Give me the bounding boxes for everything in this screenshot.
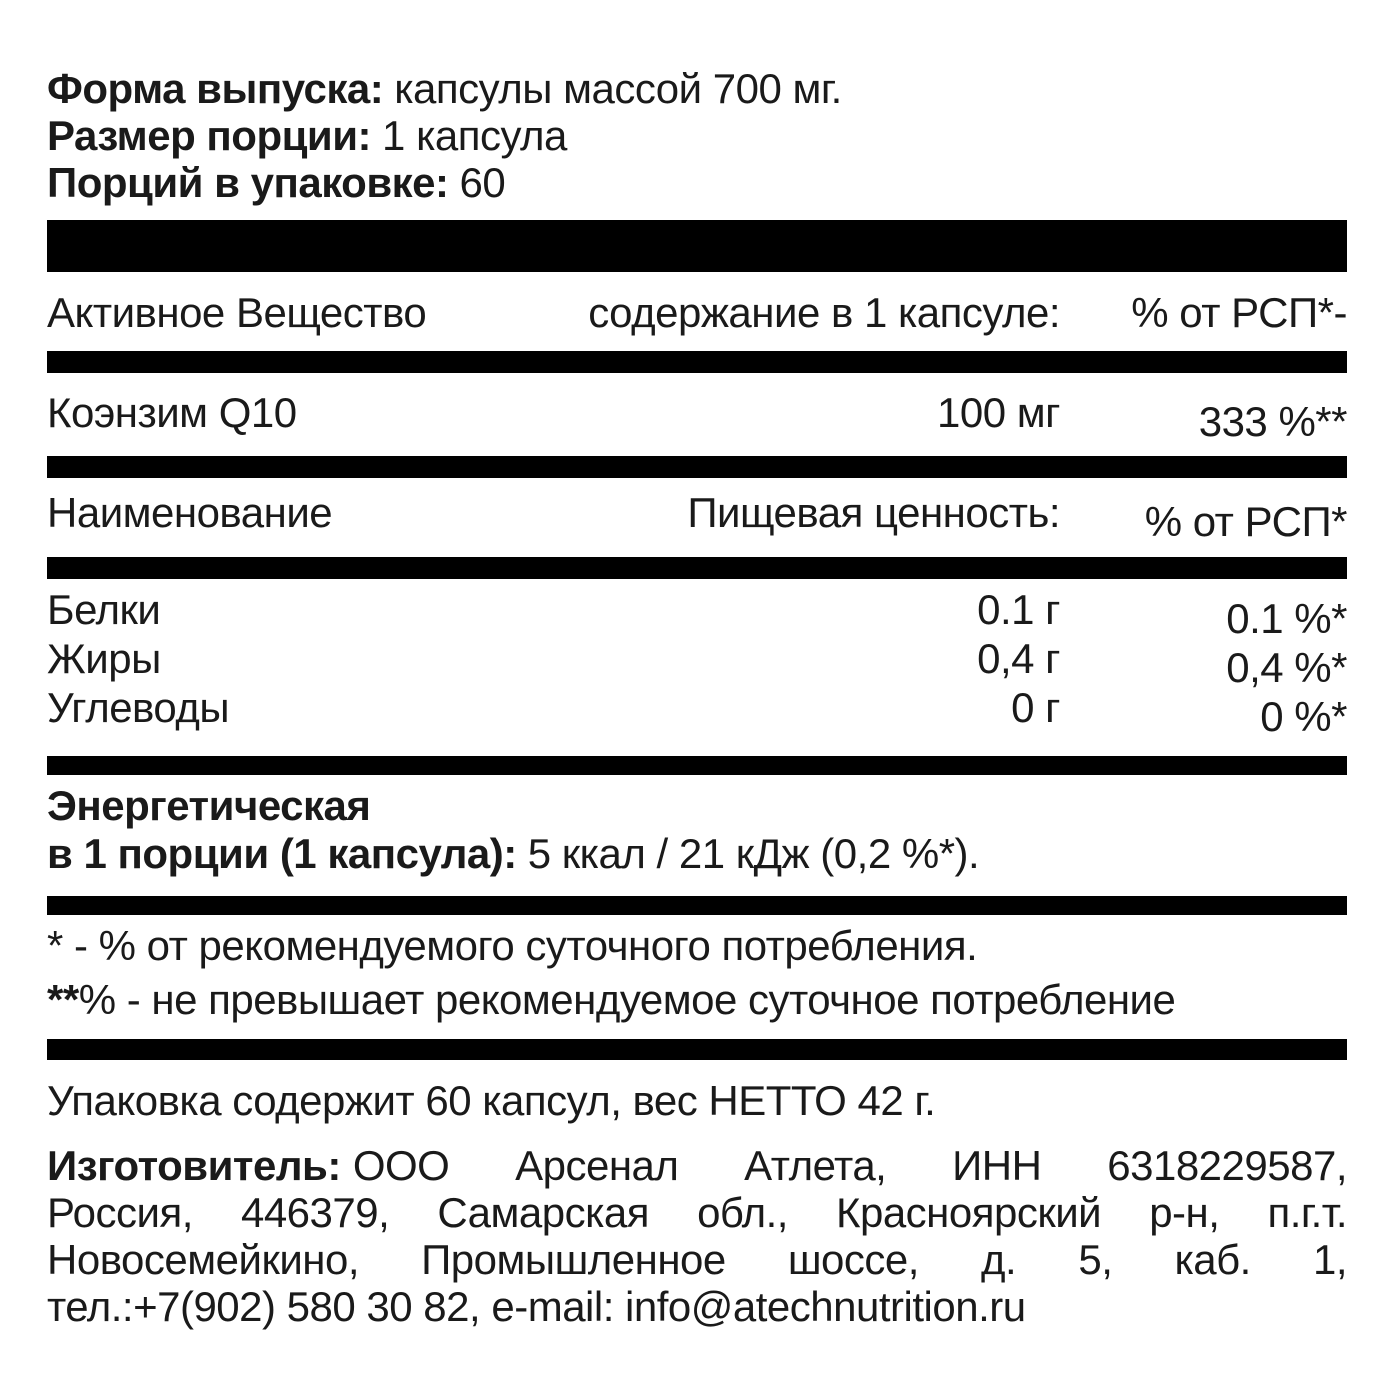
table-row-coenzyme-q10: [47, 389, 1347, 445]
active-substance-col-rsp: % от РСП*-: [1131, 289, 1347, 336]
divider-bar: [47, 351, 1347, 373]
footnote-rsp: * - % от рекомендуемого суточного потребления.: [47, 922, 978, 969]
footnote-asterisks: **: [47, 976, 79, 1023]
row-name: Жиры: [47, 635, 161, 682]
table-row-proteins: [47, 585, 1347, 642]
energy-value-block: [47, 782, 1347, 878]
serving-size-value: 1 капсула: [382, 112, 567, 159]
row-name: Коэнзим Q10: [47, 389, 297, 436]
manufacturer-line-2: Россия, 446379, Самарская обл., Красноярский р-н, п.г.т.: [47, 1189, 1347, 1236]
release-form-value: капсулы массой 700 мг.: [394, 65, 842, 112]
energy-per-serving-label: в 1 порции (1 капсула):: [47, 830, 517, 877]
nutrition-col-name: Наименование: [47, 489, 333, 536]
manufacturer-line-1: [47, 1142, 1347, 1189]
servings-per-pack-label: Порций в упаковке:: [47, 159, 449, 206]
divider-bar: [47, 756, 1347, 775]
serving-size-line: [47, 112, 1347, 159]
product-info: [47, 65, 1347, 206]
row-name: Белки: [47, 586, 161, 633]
active-substance-col-per-capsule: содержание в 1 капсуле:: [588, 289, 1060, 336]
divider-bar: [47, 896, 1347, 915]
energy-per-serving-value: 5 ккал / 21 кДж (0,2 %*).: [527, 830, 980, 877]
nutrition-rows: [47, 585, 1347, 740]
row-rsp-percent: 333 %**: [1198, 398, 1347, 445]
row-amount: 0.1 г: [977, 586, 1060, 633]
row-rsp-percent: 0,4 %*: [1226, 644, 1347, 691]
manufacturer-block: [47, 1142, 1347, 1330]
row-amount: 100 мг: [937, 389, 1060, 436]
manufacturer-line-3: Новосемейкино, Промышленное шоссе, д. 5, каб. 1,: [47, 1236, 1347, 1283]
manufacturer-company: ООО Арсенал Атлета, ИНН 6318229587,: [352, 1142, 1347, 1189]
energy-title: Энергетическая: [47, 782, 371, 829]
row-rsp-percent: 0 %*: [1260, 693, 1347, 740]
active-substance-header-row: [47, 289, 1347, 336]
serving-size-label: Размер порции:: [47, 112, 372, 159]
row-name: Углеводы: [47, 684, 230, 731]
divider-bar: [47, 456, 1347, 478]
footnotes-block: [47, 919, 1347, 1027]
servings-per-pack-value: 60: [459, 159, 506, 206]
footnote-daily-limit-text: % - не превышает рекомендуемое суточное потребление: [78, 976, 1176, 1023]
divider-bar: [47, 557, 1347, 579]
release-form-label: Форма выпуска:: [47, 65, 384, 112]
divider-bar-thick: [47, 220, 1347, 272]
manufacturer-contacts: тел.:+7(902) 580 30 82, e-mail: info@atechnutrition.ru: [47, 1283, 1026, 1330]
nutrition-header-row: [47, 489, 1347, 545]
row-amount: 0 г: [1011, 684, 1060, 731]
footnote-daily-limit: [47, 973, 1347, 1027]
package-contents: Упаковка содержит 60 капсул, вес НЕТТО 42 г.: [47, 1077, 936, 1124]
energy-per-serving-line: [47, 830, 1347, 878]
row-rsp-percent: 0.1 %*: [1226, 595, 1347, 642]
divider-bar: [47, 1039, 1347, 1060]
active-substance-col-name: Активное Вещество: [47, 289, 427, 336]
manufacturer-label: Изготовитель:: [47, 1142, 341, 1189]
servings-per-pack-line: [47, 159, 1347, 206]
release-form-line: [47, 65, 1347, 112]
nutrition-col-value: Пищевая ценность:: [687, 489, 1060, 536]
nutrition-col-rsp: % от РСП*: [1144, 498, 1347, 545]
row-amount: 0,4 г: [977, 635, 1060, 682]
